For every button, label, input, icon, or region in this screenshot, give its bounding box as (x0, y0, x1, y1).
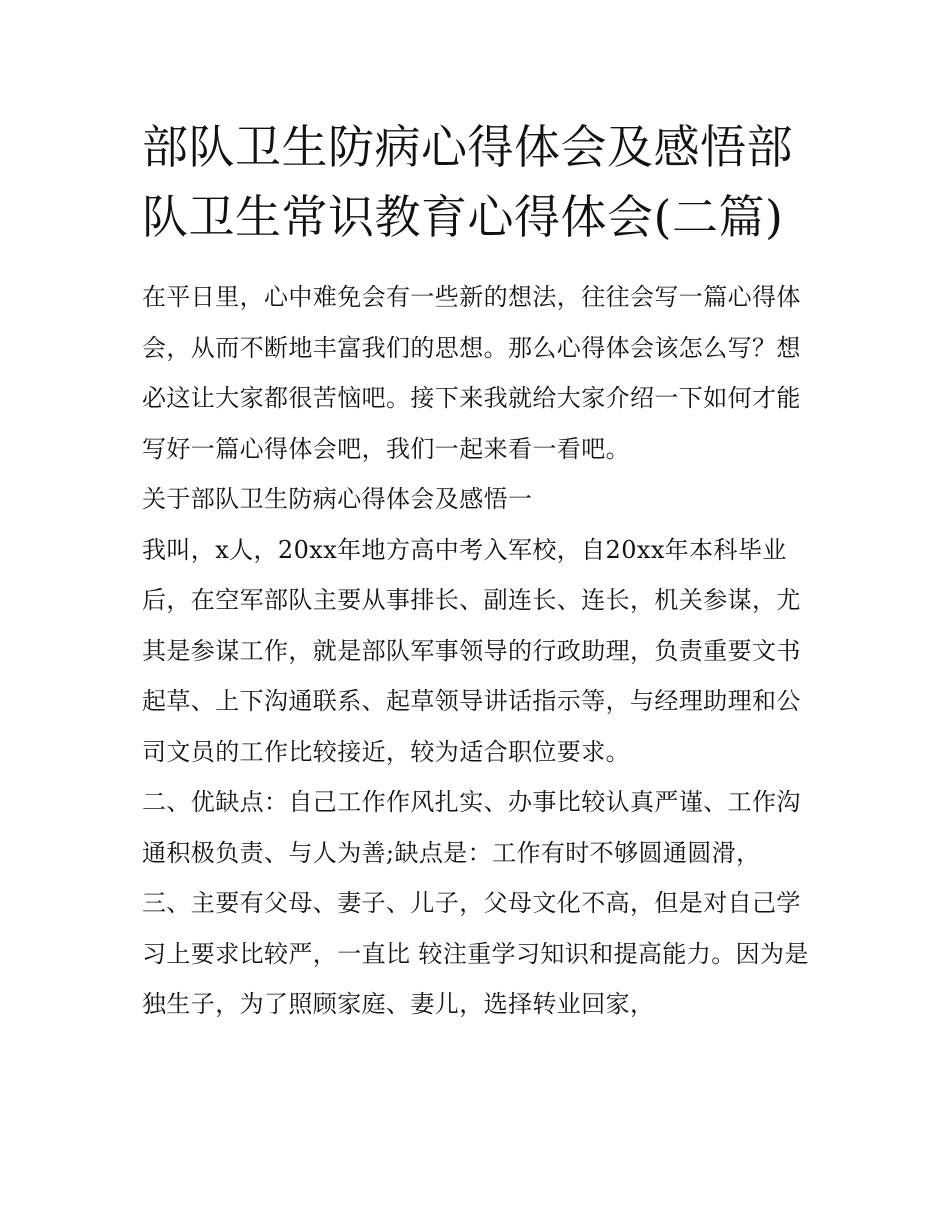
family-paragraph: 三、主要有父母、妻子、儿子，父母文化不高，但是对自己学习上要求比较严，一直比 较注重学习知识和提高能力。因为是独生子，为了照顾家庭、妻儿，选择转业回家， (142, 889, 809, 1018)
intro-paragraph: 在平日里，心中难免会有一些新的想法，往往会写一篇心得体会，从而不断地丰富我们的思想。那么心得体会该怎么写？想必这让大家都很苦恼吧。接下来我就给大家介绍一下如何才能写好一篇心得体会吧，我们一起来看一看吧。 (142, 283, 801, 463)
section-heading: 关于部队卫生防病心得体会及感悟一 (142, 485, 533, 513)
document-content (142, 112, 818, 1030)
document-body (142, 272, 818, 1030)
self-introduction-paragraph: 我叫，x人，20xx年地方高中考入军校，自20xx年本科毕业后，在空军部队主要从事排长、副连长、连长，机关参谋，尤其是参谋工作，就是部队军事领导的行政助理，负责重要文书起草、上下沟通联系、起草领导讲话指示等，与经理助理和公司文员的工作比较接近，较为适合职位要求。 (142, 535, 801, 766)
document-title: 部队卫生防病心得体会及感悟部队卫生常识教育心得体会(二篇) (142, 120, 793, 244)
strengths-weaknesses-paragraph: 二、优缺点：自己工作作风扎实、办事比较认真严谨、工作沟通积极负责、与人为善;缺点是：工作有时不够圆通圆滑， (142, 788, 801, 867)
